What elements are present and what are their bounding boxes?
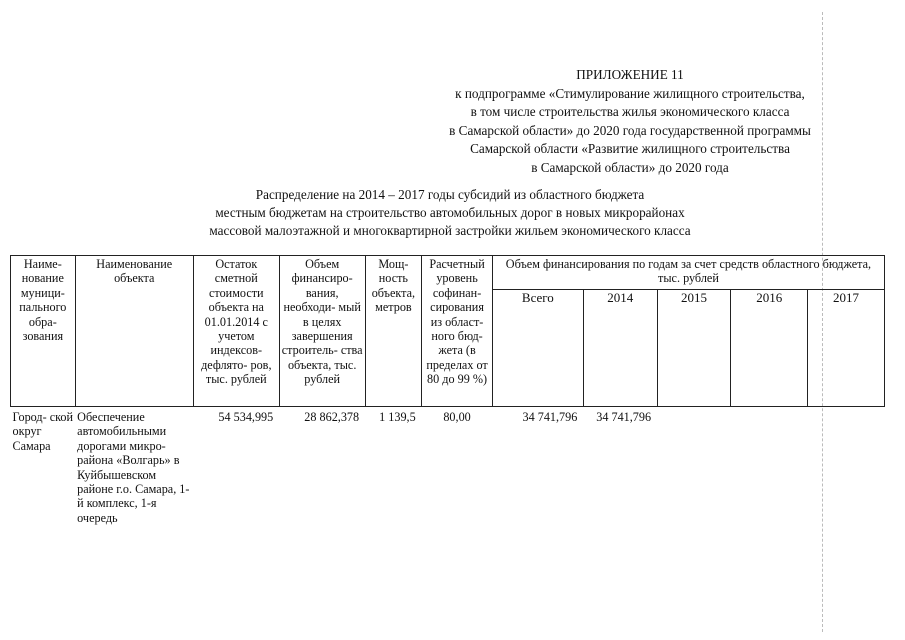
document-heading	[110, 186, 790, 240]
cell-financing-volume: 28 862,378	[304, 410, 360, 424]
header-total: Всего	[492, 290, 583, 407]
header-municipality: Наиме- нование муници- пального обра- зования	[11, 256, 76, 407]
cell-year-2016	[731, 407, 808, 529]
header-year-2014: 2014	[583, 290, 657, 407]
cell-year-2015	[657, 407, 731, 529]
annex-line: в том числе строительства жилья экономического класса	[470, 104, 790, 119]
annex-line: в Самарской области» до 2020 года	[531, 159, 729, 175]
header-cofinancing-level: Расчетный уровень софинан- сирования из област- ного бюд- жета (в пределах от 80 до 99 %)	[422, 256, 493, 407]
header-remaining-cost: Остаток сметной стоимости объекта на 01.01.2014 с учетом индексов- дефлято- ров, тыс. рублей	[193, 256, 279, 407]
annex-title: ПРИЛОЖЕНИЕ 11	[576, 67, 684, 82]
annex-line: к подпрограмме «Стимулирование жилищного строительства,	[455, 85, 805, 101]
annex-block	[380, 66, 880, 177]
header-object: Наименование объекта	[75, 256, 193, 407]
header-year-2015: 2015	[657, 290, 731, 407]
cell-municipality: Город- ской округ Самара	[12, 410, 74, 453]
cell-object: Обеспечение автомобильными дорогами микро- района «Волгарь» в Куйбышевском районе г.о. Самара, 1-й комплекс, 1-я очередь	[77, 410, 190, 525]
header-capacity: Мощ- ность объекта, метров	[365, 256, 422, 407]
annex-line: в Самарской области» до 2020 года государственной программы	[449, 122, 811, 138]
cell-cofinancing-level: 80,00	[443, 410, 471, 424]
subsidy-table	[10, 255, 885, 528]
heading-line: Распределение на 2014 – 2017 годы субсидий из областного бюджета	[255, 187, 645, 202]
header-year-2017: 2017	[808, 290, 885, 407]
annex-line: Самарской области «Развитие жилищного строительства	[470, 141, 790, 156]
cell-total: 34 741,796	[522, 410, 578, 424]
cell-remaining-cost: 54 534,995	[218, 410, 274, 424]
heading-line: местным бюджетам на строительство автомобильных дорог в новых микрорайонах	[215, 205, 685, 220]
cell-capacity: 1 139,5	[379, 410, 416, 424]
header-year-2016: 2016	[731, 290, 808, 407]
heading-line: массовой малоэтажной и многоквартирной застройки жильем экономического класса	[209, 223, 691, 238]
cell-year-2014: 34 741,796	[596, 410, 652, 424]
cell-year-2017	[808, 407, 885, 529]
header-financing-volume: Объем финансиро- вания, необходи- мый в целях завершения строитель- ства объекта, тыс. рублей	[279, 256, 365, 407]
header-financing-by-year: Объем финансирования по годам за счет средств областного бюджета, тыс. рублей	[492, 256, 884, 290]
table-row	[11, 407, 885, 529]
